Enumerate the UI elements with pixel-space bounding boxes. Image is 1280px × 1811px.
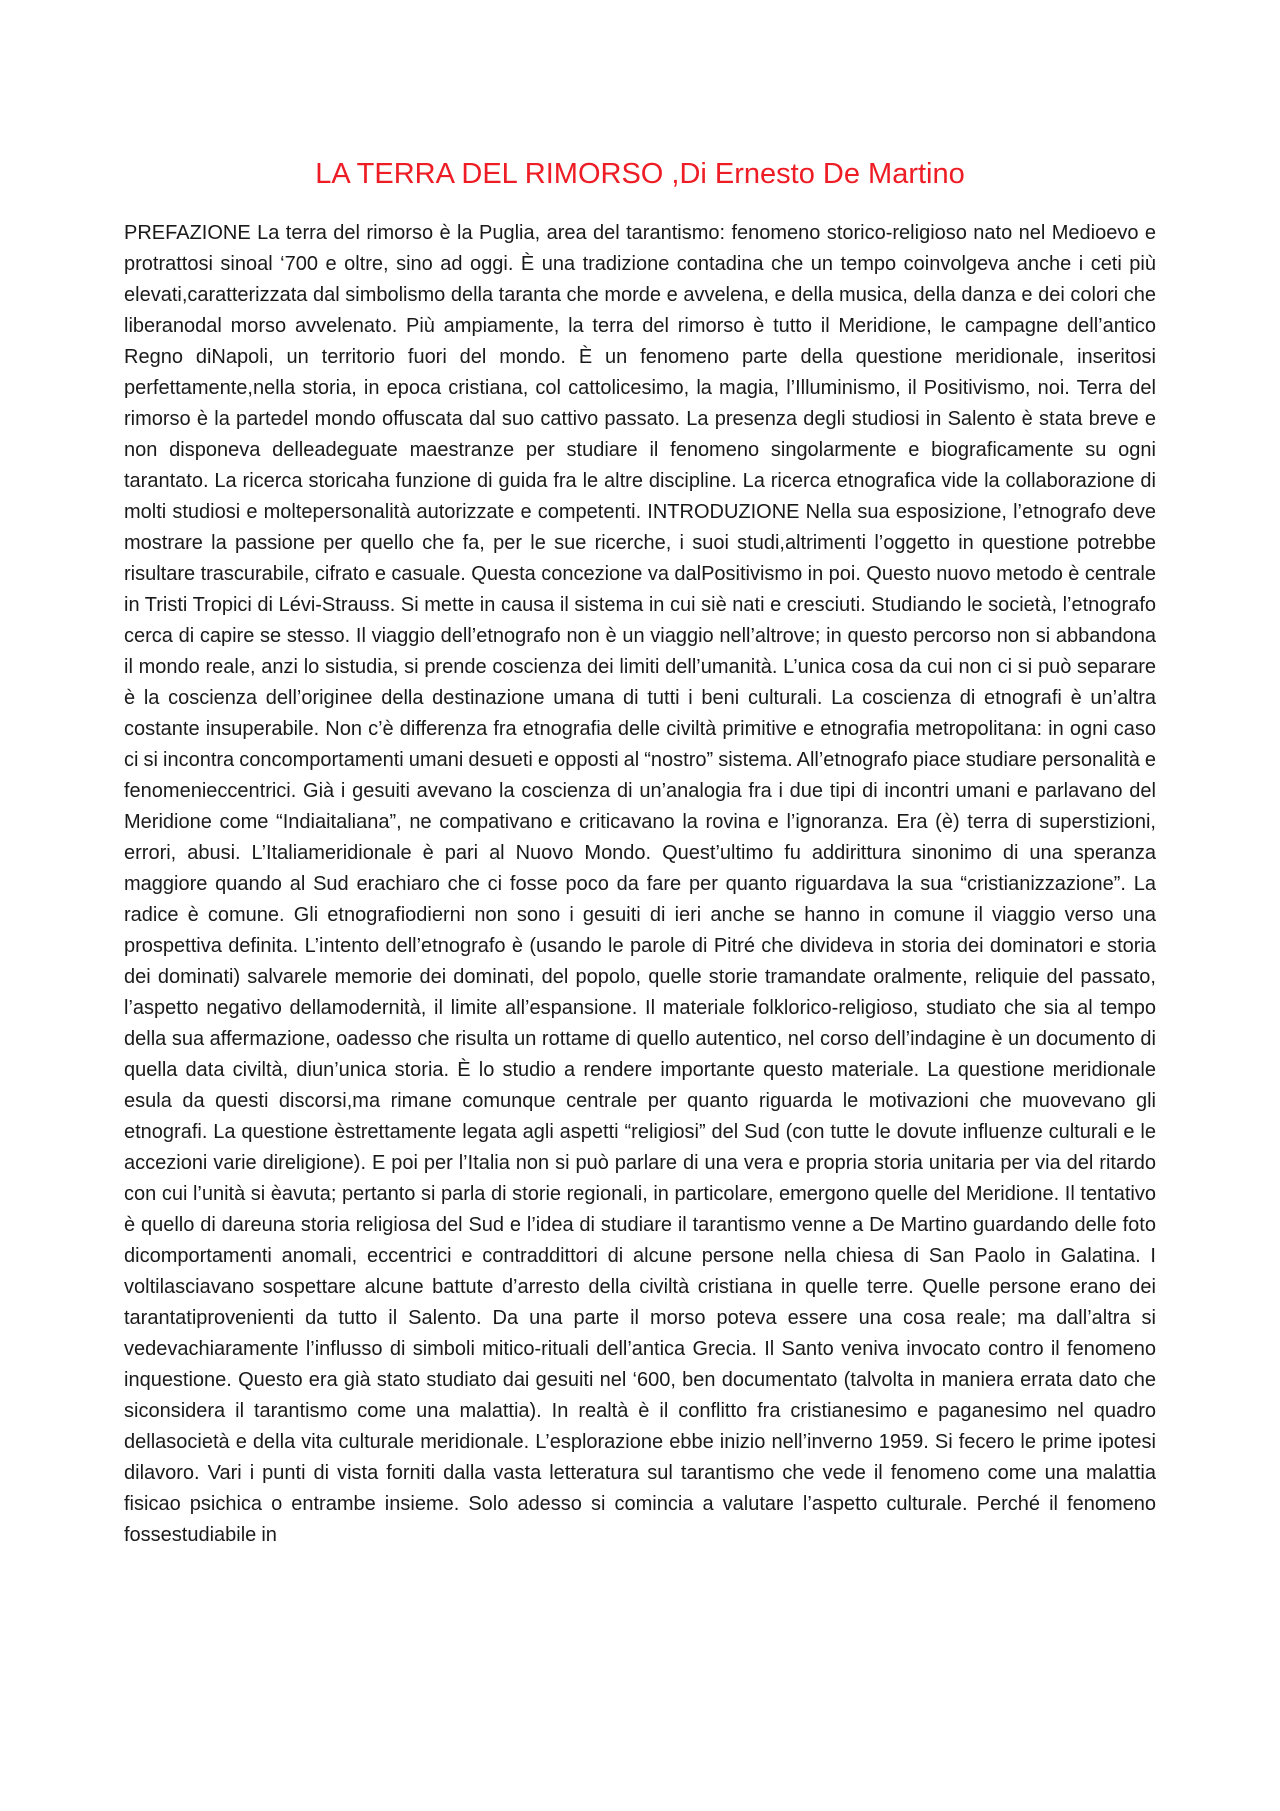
document-body-paragraph: PREFAZIONE La terra del rimorso è la Puglia, area del tarantismo: fenomeno storico-religioso nato nel Medioevo e protrattosi sinoal ‘700 e oltre, sino ad oggi. È una tradizione contadina che un tempo coinvolgeva anche i ceti più elevati,caratterizzata dal simbolismo della taranta che morde e avvelena, e della musica, della danza e dei colori che liberanodal morso avvelenato. Più ampiamente, la terra del rimorso è tutto il Meridione, le campagne dell’antico Regno diNapoli, un territorio fuori del mondo. È un fenomeno parte della questione meridionale, inseritosi perfettamente,nella storia, in epoca cristiana, col cattolicesimo, la magia, l’Illuminismo, il Positivismo, noi. Terra del rimorso è la partedel mondo offuscata dal suo cattivo passato. La presenza degli studiosi in Salento è stata breve e non disponeva delleadeguate maestranze per studiare il fenomeno singolarmente e biograficamente su ogni tarantato. La ricerca storicaha funzione di guida fra le altre discipline. La ricerca etnografica vide la collaborazione di molti studiosi e moltepersonalità autorizzate e competenti. INTRODUZIONE Nella sua esposizione, l’etnografo deve mostrare la passione per quello che fa, per le sue ricerche, i suoi studi,altrimenti l’oggetto in questione potrebbe risultare trascurabile, cifrato e casuale. Questa concezione va dalPositivismo in poi. Questo nuovo metodo è centrale in Tristi Tropici di Lévi-Strauss. Si mette in causa il sistema in cui siè nati e cresciuti. Studiando le società, l’etnografo cerca di capire se stesso. Il viaggio dell’etnografo non è un viaggio nell’altrove; in questo percorso non si abbandona il mondo reale, anzi lo sistudia, si prende coscienza dei limiti dell’umanità. L’unica cosa da cui non ci si può separare è la coscienza dell’originee della destinazione umana di tutti i beni culturali. La coscienza di etnografi è un’altra costante insuperabile. Non c’è differenza fra etnografia delle civiltà primitive e etnografia metropolitana: in ogni caso ci si incontra concomportamenti umani desueti e opposti al “nostro” sistema. All’etnografo piace studiare personalità e fenomenieccentrici. Già i gesuiti avevano la coscienza di un’analogia fra i due tipi di incontri umani e parlavano del Meridione come “Indiaitaliana”, ne compativano e criticavano la rovina e l’ignoranza. Era (è) terra di superstizioni, errori, abusi. L’Italiameridionale è pari al Nuovo Mondo. Quest’ultimo fu addirittura sinonimo di una speranza maggiore quando al Sud erachiaro che ci fosse poco da fare per quanto riguardava la sua “cristianizzazione”. La radice è comune. Gli etnografiodierni non sono i gesuiti di ieri anche se hanno in comune il viaggio verso una prospettiva definita. L’intento dell’etnografo è (usando le parole di Pitré che divideva in storia dei dominatori e storia dei dominati) salvarele memorie dei dominati, del popolo, quelle storie tramandate oralmente, reliquie del passato, l’aspetto negativo dellamodernità, il limite all’espansione. Il materiale folklorico-religioso, studiato che sia al tempo della sua affermazione, oadesso che risulta un rottame di quello autentico, nel corso dell’indagine è un documento di quella data civiltà, diun’unica storia. È lo studio a rendere importante questo materiale. La questione meridionale esula da questi discorsi,ma rimane comunque centrale per quanto riguarda le motivazioni che muovevano gli etnografi. La questione èstrettamente legata agli aspetti “religiosi” del Sud (con tutte le dovute influenze culturali e le accezioni varie direligione). E poi per l’Italia non si può parlare di una vera e propria storia unitaria per via del ritardo con cui l’unità si èavuta; pertanto si parla di storie regionali, in particolare, emergono quelle del Meridione. Il tentativo è quello di dareuna storia religiosa del Sud e l’idea di studiare il tarantismo venne a De Martino guardando delle foto dicomportamenti anomali, eccentrici e contraddittori di alcune persone nella chiesa di San Paolo in Galatina. I voltilasciavano sospettare alcune battute d’arresto della civiltà cristiana in quelle terre. Quelle persone erano dei tarantatiprovenienti da tutto il Salento. Da una parte il morso poteva essere una cosa reale; ma dall’altra si vedevachiaramente l’influsso di simboli mitico-rituali dell’antica Grecia. Il Santo veniva invocato contro il fenomeno inquestione. Questo era già stato studiato dai gesuiti nel ‘600, ben documentato (talvolta in maniera errata dato che siconsidera il tarantismo come una malattia). In realtà è il conflitto fra cristianesimo e paganesimo nel quadro dellasocietà e della vita culturale meridionale. L’esplorazione ebbe inizio nell’inverno 1959. Si fecero le prime ipotesi dilavoro. Vari i punti di vista forniti dalla vasta letteratura sul tarantismo che vede il fenomeno come una malattia fisicao psichica o entrambe insieme. Solo adesso si comincia a valutare l’aspetto culturale. Perché il fenomeno fossestudiabile in bbox=[124, 222, 1156, 1546]
document-title: LA TERRA DEL RIMORSO ,Di Ernesto De Martino bbox=[315, 158, 965, 190]
